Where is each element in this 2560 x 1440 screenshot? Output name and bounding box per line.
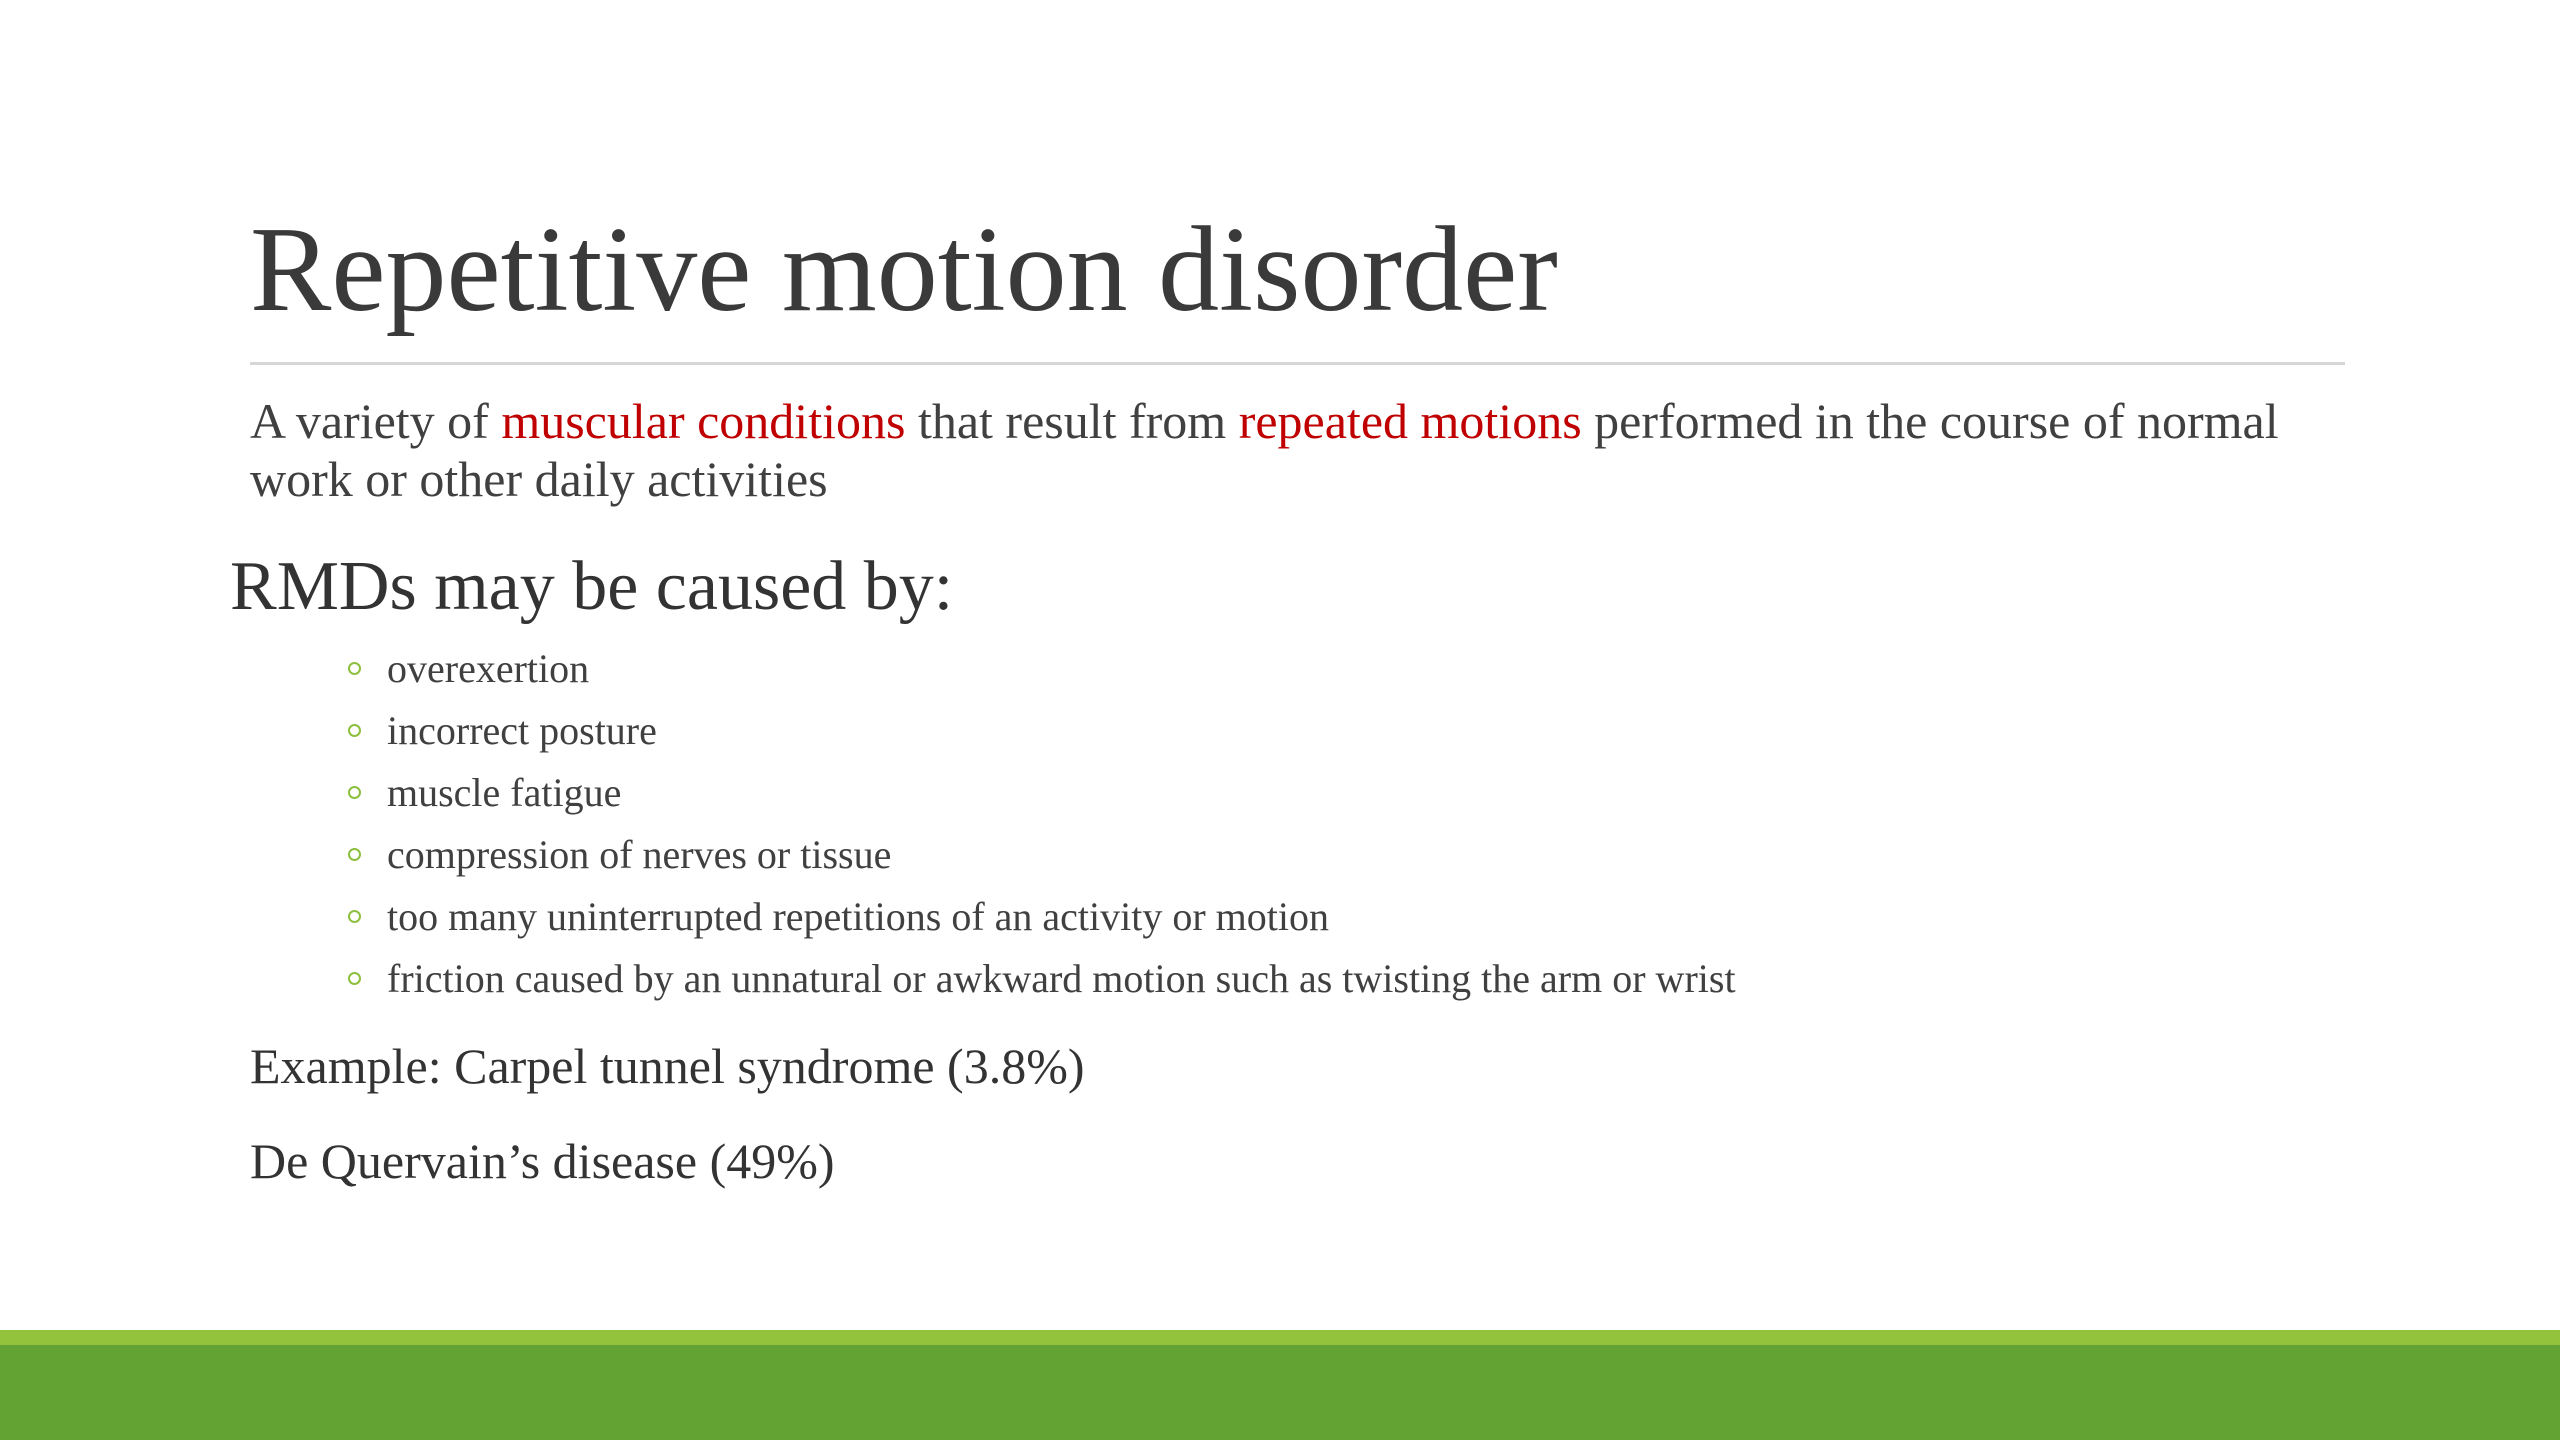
causes-list [340,637,1736,1009]
intro-text-1: A variety of [250,393,502,449]
example-carpal-tunnel: Example: Carpel tunnel syndrome (3.8%) [250,1038,1085,1094]
footer-band-light [0,1330,2560,1345]
bullet-icon [348,786,361,799]
slide-title: Repetitive motion disorder [250,202,1558,337]
intro-text-2: that result from [905,393,1239,449]
bullet-icon [348,972,361,985]
bullet-icon [348,848,361,861]
intro-text-3: performed in the course of normal work or other daily activities [250,393,2279,507]
list-item-text: too many uninterrupted repetitions of an activity or motion [387,893,1330,939]
example-de-quervain: De Quervain’s disease (49%) [250,1133,835,1189]
list-item-text: overexertion [387,645,590,691]
footer-band-dark [0,1345,2560,1440]
bullet-icon [348,662,361,675]
list-item [340,947,1736,1009]
list-item [340,761,1736,823]
list-item-text: muscle fatigue [387,769,622,815]
bullet-icon [348,910,361,923]
list-item-text: compression of nerves or tissue [387,831,892,877]
list-item [340,637,1736,699]
list-item-text: incorrect posture [387,707,657,753]
bullet-icon [348,724,361,737]
highlight-muscular-conditions: muscular conditions [501,393,906,449]
intro-paragraph [250,392,2370,508]
list-item [340,699,1736,761]
causes-heading: RMDs may be caused by: [230,548,954,625]
highlight-repeated-motions: repeated motions [1238,393,1582,449]
list-item [340,885,1736,947]
list-item [340,823,1736,885]
list-item-text: friction caused by an unnatural or awkward motion such as twisting the arm or wrist [387,955,1736,1001]
title-divider [250,362,2345,365]
